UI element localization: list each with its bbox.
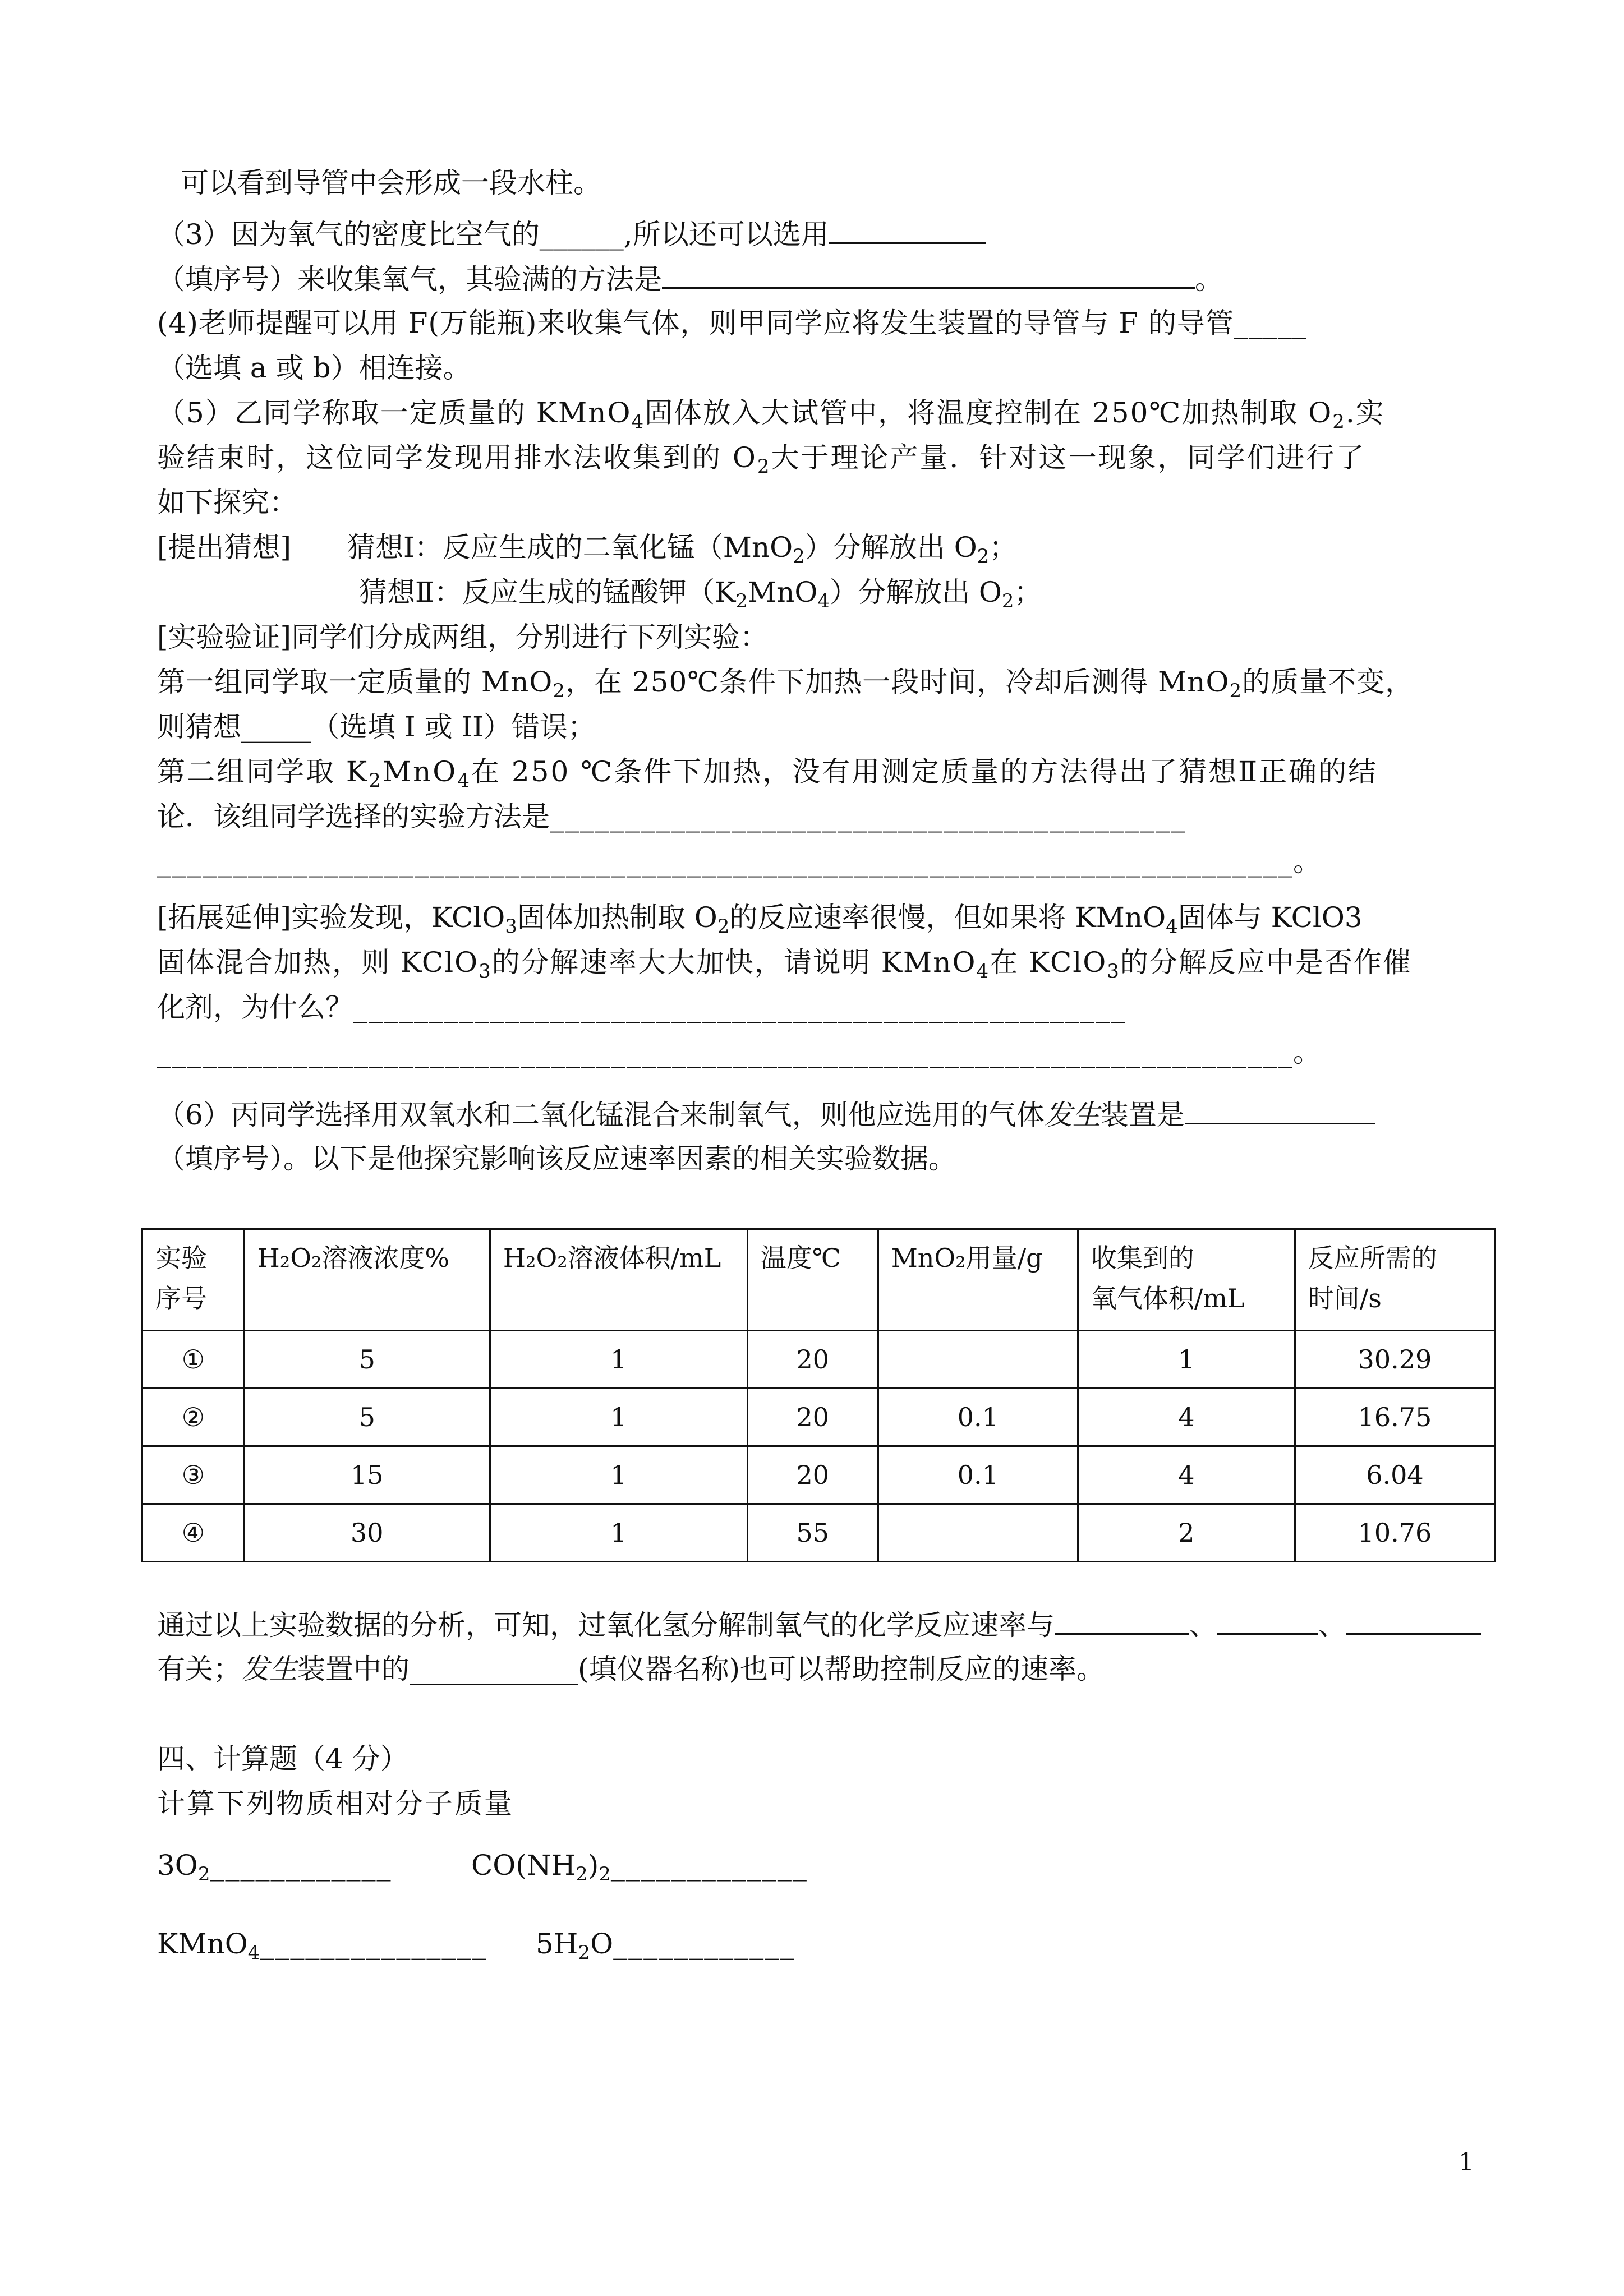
extension-line: [拓展延伸]实验发现，KClO$_3$固体加热制取 $O_2$的反应速率很慢，但如果将 KMnO$_4$固体与 KClO3 (157, 901, 1363, 938)
text-line: 可以看到导管中会形成一段水柱。 (181, 167, 601, 199)
experiment-data-table (141, 1228, 1496, 1562)
answer-blank[interactable] (829, 213, 986, 244)
answer-blank[interactable] (1185, 1094, 1375, 1124)
question-6-line: （6）丙同学选择用双氧水和二氧化锰混合来制氧气，则他应选用的气体发生装置是 (157, 1094, 1375, 1135)
table-cell: 1 (490, 1389, 747, 1446)
table-cell: 20 (747, 1446, 878, 1504)
table-cell: 5 (244, 1331, 490, 1389)
header-cell: MnO₂用量/g (878, 1229, 1078, 1331)
page-number: 1 (1459, 2148, 1474, 2177)
table-cell: 1 (490, 1331, 747, 1389)
question-5-line-3: 如下探究： (157, 486, 297, 519)
calc-item: KMnO$_4$_______________ (157, 1928, 487, 1964)
table-cell: 10.76 (1295, 1504, 1494, 1562)
table-cell (878, 1504, 1078, 1562)
calc-item: $3O_2\_\_\_\_\_\_\_\_\_\_\_\_$ (157, 1849, 392, 1885)
question-5-line: （5）乙同学称取一定质量的 KMnO$_4$固体放入大试管中，将温度控制在 250℃加热制取 $O_2$.实 (157, 397, 1385, 433)
group-2-line-2: 论．该组同学选择的实验方法是__________________________________________ (157, 800, 1186, 833)
answer-blank[interactable] (1346, 1604, 1481, 1635)
answer-blank[interactable] (1217, 1604, 1318, 1635)
table-cell: 5 (244, 1389, 490, 1446)
calc-item: $CO(NH_2)_2\_\_\_\_\_\_\_\_\_\_\_\_\_$ (471, 1849, 808, 1885)
table-cell: 0.1 (878, 1446, 1078, 1504)
header-cell: 实验 序号 (142, 1229, 245, 1331)
question-3-line: （3）因为氧气的密度比空气的______,所以还可以选用 (157, 213, 986, 255)
header-cell: 温度℃ (747, 1229, 878, 1331)
table-cell: 2 (1078, 1504, 1295, 1562)
conclusion-line-2: 有关；发生装置中的____________(填仪器名称)也可以帮助控制反应的速率。 (157, 1653, 1105, 1685)
table-cell: 1 (490, 1504, 747, 1562)
answer-blank[interactable] (1055, 1604, 1189, 1635)
table-row (142, 1504, 1495, 1562)
table-cell: 6.04 (1295, 1446, 1494, 1504)
question-4-line-2: （选填 a 或 b）相连接。 (157, 352, 471, 384)
table-row (142, 1331, 1495, 1389)
header-cell: H₂O₂溶液浓度% (244, 1229, 490, 1331)
table-cell: 4 (1078, 1389, 1295, 1446)
table-row (142, 1446, 1495, 1504)
hypothesis-2: 猜想Ⅱ：反应生成的锰酸钾$(K_2MnO_4)$分解放出 $O_2$； (359, 576, 1042, 612)
hypothesis-1: [提出猜想] 猜想Ⅰ：反应生成的二氧化锰（MnO$_2$）分解放出 $O_2$； (157, 531, 1018, 568)
table-row (142, 1389, 1495, 1446)
conclusion-line: 通过以上实验数据的分析，可知，过氧化氢分解制氧气的化学反应速率与 、 、 (157, 1604, 1481, 1645)
table-cell: 15 (244, 1446, 490, 1504)
table-cell: ② (142, 1389, 245, 1446)
table-cell: ③ (142, 1446, 245, 1504)
question-6-line-2: （填序号）。以下是他探究影响该反应速率因素的相关实验数据。 (157, 1142, 956, 1175)
header-cell: 收集到的 氧气体积/mL (1078, 1229, 1295, 1331)
table-cell: 1 (490, 1446, 747, 1504)
table-cell: ① (142, 1331, 245, 1389)
group-2-line-3: ___________________________________________________________________________。 (157, 845, 1322, 878)
section-heading: 四、计算题（4 分） (157, 1742, 408, 1775)
question-3-line-2: （填序号）来收集氧气，其验满的方法是 。 (157, 258, 1223, 299)
answer-blank[interactable] (662, 258, 1195, 289)
question-4-line: (4)老师提醒可以用 F(万能瓶)来收集气体，则甲同学应将发生装置的导管与 F 的导管_____ (157, 307, 1307, 339)
extension-line-4: ___________________________________________________________________________。 (157, 1036, 1322, 1068)
group-1-line-2: 则猜想_____（选填 I 或 II）错误； (157, 711, 596, 743)
table-cell: 30.29 (1295, 1331, 1494, 1389)
header-cell: H₂O₂溶液体积/mL (490, 1229, 747, 1331)
section-instruction: 计算下列物质相对分子质量 (157, 1787, 514, 1820)
table-cell: 20 (747, 1331, 878, 1389)
table-cell: 1 (1078, 1331, 1295, 1389)
table-header-row (142, 1229, 1495, 1331)
extension-line-2: 固体混合加热，则 KClO$_3$的分解速率大大加快，请说明 KMnO$_4$在 KClO$_3$的分解反应中是否作催 (157, 946, 1412, 983)
extension-line-3: 化剂，为什么？___________________________________________________ (157, 991, 1126, 1023)
table-cell: 55 (747, 1504, 878, 1562)
table-cell: ④ (142, 1504, 245, 1562)
table-cell: 30 (244, 1504, 490, 1562)
table-cell (878, 1331, 1078, 1389)
calc-item: $5H_2O\_\_\_\_\_\_\_\_\_\_\_\_$ (536, 1928, 795, 1964)
table-cell: 20 (747, 1389, 878, 1446)
table-cell: 16.75 (1295, 1389, 1494, 1446)
group-1-line: 第一组同学取一定质量的 MnO$_2$，在 250℃条件下加热一段时间，冷却后测得 MnO$_2$的质量不变， (157, 666, 1414, 702)
table-cell: 0.1 (878, 1389, 1078, 1446)
experiment-verify: [实验验证]同学们分成两组，分别进行下列实验： (157, 621, 769, 653)
question-5-line-2: 验结束时，这位同学发现用排水法收集到的 $O_2$大于理论产量．针对这一现象，同学们进行了 (157, 441, 1366, 478)
table-cell: 4 (1078, 1446, 1295, 1504)
group-2-line: 第二组同学取 $K_2MnO_4$在 250 ℃条件下加热，没有用测定质量的方法得出了猜想Ⅱ正确的结 (157, 755, 1378, 792)
header-cell: 反应所需的 时间/s (1295, 1229, 1494, 1331)
